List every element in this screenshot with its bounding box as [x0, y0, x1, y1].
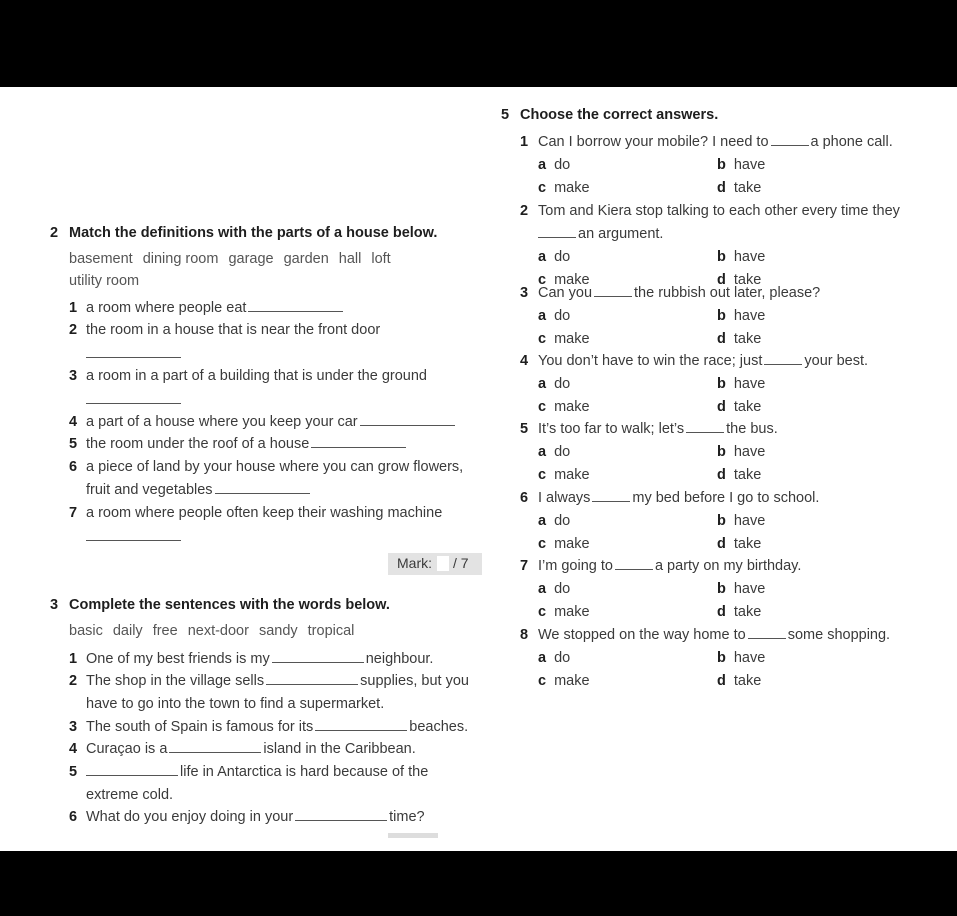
ex2-word: utility room	[69, 273, 140, 289]
ex2-instruction: Match the definitions with the parts of a house below.	[69, 225, 438, 241]
ex3-instruction: Complete the sentences with the words below.	[69, 597, 390, 613]
ex2-item-text: a part of a house where you keep your car	[86, 413, 457, 431]
ex2-item-number: 6	[69, 459, 78, 475]
ex2-item-number: 7	[69, 505, 78, 521]
ex2-item-number: 3	[69, 368, 78, 384]
answer-blank[interactable]	[615, 557, 653, 570]
ex2-word: hall	[338, 251, 362, 267]
ex2-word: basement	[69, 251, 133, 267]
ex5-option-d[interactable]: d take	[717, 399, 762, 415]
ex2-item-number: 5	[69, 436, 78, 452]
answer-blank[interactable]	[248, 299, 343, 312]
ex3-number: 3	[50, 597, 59, 613]
ex2-item-text: a room in a part of a building that is under the ground	[86, 368, 427, 384]
ex3-item-number: 3	[69, 719, 78, 735]
ex5-option-d[interactable]: d take	[717, 272, 762, 288]
ex3-item-number: 1	[69, 651, 78, 667]
mark-score-field[interactable]	[437, 556, 449, 571]
page-footer-bar	[388, 833, 438, 838]
mark-label: Mark:	[397, 555, 432, 571]
answer-blank[interactable]	[360, 413, 455, 426]
answer-blank[interactable]	[538, 225, 576, 238]
ex3-word: tropical	[307, 623, 355, 639]
answer-blank[interactable]	[86, 357, 181, 358]
answer-blank[interactable]	[215, 481, 310, 494]
ex5-option-c[interactable]: c make	[538, 180, 590, 196]
ex5-item-text: Can I borrow your mobile? I need to a phone call.	[538, 134, 893, 150]
ex2-item-text: the room under the roof of a house	[86, 435, 408, 453]
ex5-item-number: 7	[520, 558, 529, 574]
ex5-option-d[interactable]: d take	[717, 180, 762, 196]
answer-blank[interactable]	[86, 540, 181, 541]
ex2-word: garage	[228, 251, 274, 267]
ex5-option-a[interactable]: a do	[538, 444, 571, 460]
ex3-item-text-cont: have to go into the town to find a supermarket.	[86, 696, 385, 712]
ex5-item-number: 1	[520, 134, 529, 150]
ex5-item-text: We stopped on the way home to some shopping.	[538, 627, 891, 643]
ex2-number: 2	[50, 225, 59, 241]
ex5-option-a[interactable]: a do	[538, 308, 571, 324]
answer-blank[interactable]	[272, 650, 364, 663]
ex5-option-b[interactable]: b have	[717, 444, 766, 460]
ex3-item-text: The shop in the village sells supplies, but you	[86, 673, 469, 689]
ex5-option-b[interactable]: b have	[717, 581, 766, 597]
answer-blank[interactable]	[686, 420, 724, 433]
answer-blank[interactable]	[592, 489, 630, 502]
ex5-option-c[interactable]: c make	[538, 467, 590, 483]
answer-blank[interactable]	[748, 626, 786, 639]
ex2-item-number: 1	[69, 300, 78, 316]
ex2-word-bank	[69, 250, 401, 268]
ex3-item-number: 4	[69, 741, 78, 757]
ex5-instruction: Choose the correct answers.	[520, 107, 719, 123]
ex2-word: garden	[283, 251, 329, 267]
ex2-item-number: 4	[69, 414, 78, 430]
ex2-word: dining room	[142, 251, 219, 267]
answer-blank[interactable]	[169, 740, 261, 753]
ex5-item-number: 8	[520, 627, 529, 643]
ex3-word: free	[152, 623, 178, 639]
ex5-option-c[interactable]: c make	[538, 536, 590, 552]
ex5-item-text: I always my bed before I go to school.	[538, 490, 820, 506]
ex3-item-text: The south of Spain is famous for its beaches.	[86, 719, 469, 735]
ex5-option-b[interactable]: b have	[717, 157, 766, 173]
ex5-item-number: 4	[520, 353, 529, 369]
ex5-item-text: Can you the rubbish out later, please?	[538, 285, 821, 301]
ex5-option-b[interactable]: b have	[717, 376, 766, 392]
ex2-item-text: the room in a house that is near the front door	[86, 322, 381, 338]
ex5-item-number: 2	[520, 203, 529, 219]
answer-blank[interactable]	[315, 718, 407, 731]
ex5-item-number: 6	[520, 490, 529, 506]
worksheet-page	[0, 87, 957, 851]
answer-blank[interactable]	[266, 672, 358, 685]
answer-blank[interactable]	[86, 763, 178, 776]
ex3-word: sandy	[258, 623, 298, 639]
answer-blank[interactable]	[764, 352, 802, 365]
ex3-item-number: 5	[69, 764, 78, 780]
answer-blank[interactable]	[311, 435, 406, 448]
ex5-option-b[interactable]: b have	[717, 308, 766, 324]
answer-blank[interactable]	[86, 403, 181, 404]
mark-total: / 7	[453, 555, 469, 571]
ex3-item-text: Curaçao is a island in the Caribbean.	[86, 741, 416, 757]
ex3-word: basic	[69, 623, 103, 639]
answer-blank[interactable]	[771, 133, 809, 146]
ex2-item-text: a room where people eat	[86, 299, 345, 317]
ex2-word-bank-line2	[69, 272, 149, 290]
ex3-word-bank	[69, 622, 364, 640]
ex5-item-text: Tom and Kiera stop talking to each other every time they	[538, 203, 900, 219]
ex3-word: next-door	[187, 623, 249, 639]
answer-blank[interactable]	[594, 284, 632, 297]
ex3-word: daily	[112, 623, 143, 639]
ex5-option-c[interactable]: c make	[538, 604, 590, 620]
ex5-option-b[interactable]: b have	[717, 650, 766, 666]
ex5-item-number: 5	[520, 421, 529, 437]
ex5-option-b[interactable]: b have	[717, 249, 766, 265]
ex5-item-text: It’s too far to walk; let’s the bus.	[538, 421, 778, 437]
answer-blank[interactable]	[295, 808, 387, 821]
ex5-option-a[interactable]: a do	[538, 581, 571, 597]
ex2-item-text: a piece of land by your house where you can grow flowers,	[86, 459, 464, 475]
ex5-item-text: I’m going to a party on my birthday.	[538, 558, 802, 574]
ex5-item-number: 3	[520, 285, 529, 301]
ex5-option-c[interactable]: c make	[538, 399, 590, 415]
ex3-item-text-cont: extreme cold.	[86, 787, 174, 803]
ex2-item-text: a room where people often keep their washing machine	[86, 505, 443, 521]
ex5-option-a[interactable]: a do	[538, 513, 571, 529]
ex2-item-text-cont: fruit and vegetables	[86, 481, 312, 499]
ex5-item-text: You don’t have to win the race; just your best.	[538, 353, 869, 369]
ex5-option-c[interactable]: c make	[538, 272, 590, 288]
ex2-word: loft	[371, 251, 391, 267]
ex5-option-a[interactable]: a do	[538, 249, 571, 265]
ex5-option-a[interactable]: a do	[538, 157, 571, 173]
ex3-item-number: 6	[69, 809, 78, 825]
ex2-mark-box	[388, 553, 482, 575]
ex5-option-a[interactable]: a do	[538, 376, 571, 392]
ex5-option-d[interactable]: d take	[717, 331, 762, 347]
ex2-item-number: 2	[69, 322, 78, 338]
ex5-option-d[interactable]: d take	[717, 467, 762, 483]
ex3-item-number: 2	[69, 673, 78, 689]
ex5-option-c[interactable]: c make	[538, 331, 590, 347]
ex5-option-d[interactable]: d take	[717, 536, 762, 552]
ex3-item-text: One of my best friends is my neighbour.	[86, 651, 434, 667]
ex3-item-text: What do you enjoy doing in your time?	[86, 809, 425, 825]
ex5-number: 5	[501, 107, 510, 123]
ex5-item-text-cont: an argument.	[538, 225, 663, 243]
ex5-option-d[interactable]: d take	[717, 604, 762, 620]
ex5-option-d[interactable]: d take	[717, 673, 762, 689]
ex5-option-a[interactable]: a do	[538, 650, 571, 666]
ex5-option-c[interactable]: c make	[538, 673, 590, 689]
ex3-item-text: life in Antarctica is hard because of the	[86, 763, 428, 781]
ex5-option-b[interactable]: b have	[717, 513, 766, 529]
